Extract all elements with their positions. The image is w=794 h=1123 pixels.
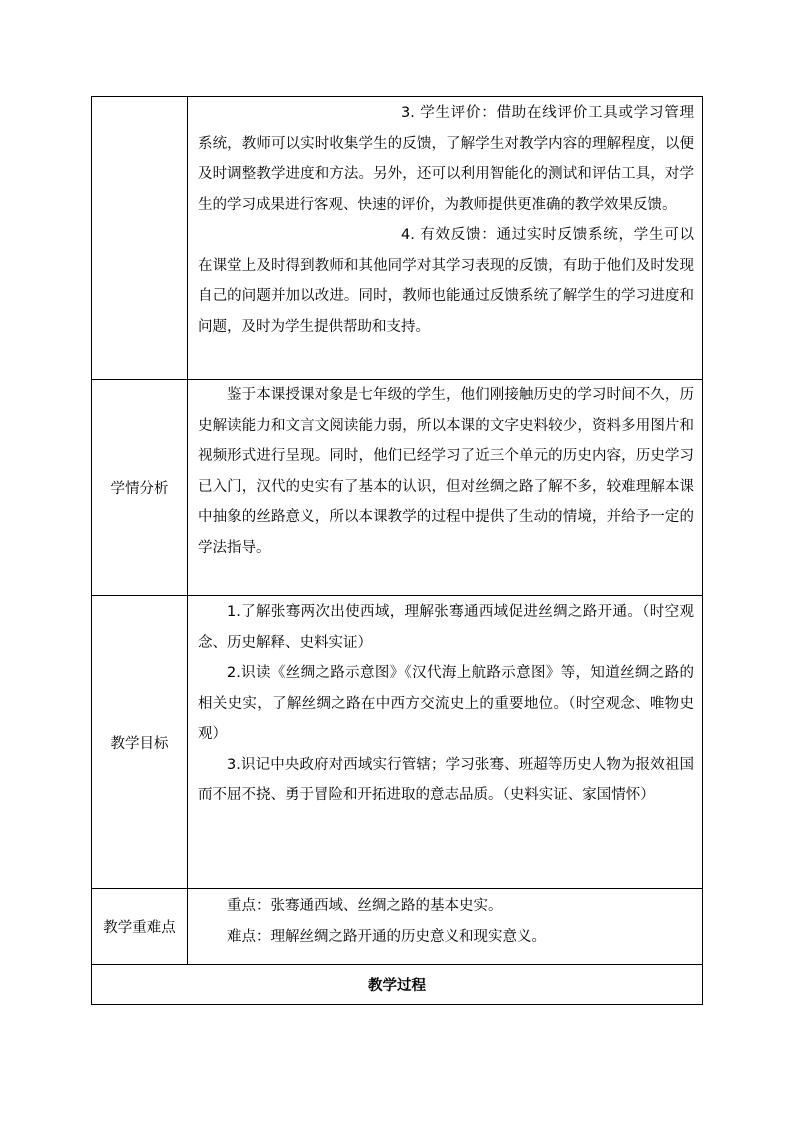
- objective-item: 2.识读《丝绸之路示意图》《汉代海上航路示意图》等，知道丝绸之路的相关史实，了解丝绸之路在中西方交流史上的重要地位。（时空观念、唯物史观）: [198, 665, 694, 742]
- table-row-evaluation: [92, 97, 702, 380]
- paragraph-learner-analysis: 鉴于本课授课对象是七年级的学生，他们刚接触历史的学习时间不久，历史解读能力和文言文阅读能力弱，所以本课的文字史料较少，资料多用图片和视频形式进行呈现。同时，他们已经学习了近三个单元的历史内容，历史学习已入门，汉代的史实有了基本的认识，但对丝绸之路了解不多，较难理解本课中抽象的丝路意义，所以本课教学的过程中提供了生动的情境，并给予一定的学法指导。: [198, 387, 694, 556]
- row-label-learner-analysis: 学情分析: [110, 481, 169, 497]
- lesson-plan-table: [91, 96, 703, 1005]
- row-label-cell: [92, 889, 188, 964]
- row-content-cell: [188, 889, 702, 964]
- row-label-cell: [92, 596, 188, 888]
- row-label-key-points: 教学重难点: [103, 920, 176, 936]
- table-row-process: [92, 965, 702, 1004]
- process-title: 教学过程: [368, 978, 426, 994]
- key-point-item: 重点：张骞通西域、丝绸之路的基本史实。: [227, 898, 503, 914]
- key-point-item: 难点：理解丝绸之路开通的历史意义和现实意义。: [227, 929, 546, 945]
- row-content-cell: [188, 596, 702, 888]
- row-label-cell: [92, 97, 188, 379]
- paragraph-student-evaluation: 3. 学生评价：借助在线评价工具或学习管理系统，教师可以实时收集学生的反馈，了解学生对教学内容的理解程度，以便及时调整教学进度和方法。另外，还可以利用智能化的测试和评估工具，对学生的学习成果进行客观、快速的评价，为教师提供更准确的教学效果反馈。: [198, 105, 694, 213]
- objective-item: 1.了解张骞两次出使西域，理解张骞通西域促进丝绸之路开通。（时空观念、历史解释、史料实证）: [198, 604, 694, 651]
- paragraph-effective-feedback: 4. 有效反馈：通过实时反馈系统，学生可以在课堂上及时得到教师和其他同学对其学习表现的反馈，有助于他们及时发现自己的问题并加以改进。同时，教师也能通过反馈系统了解学生的学习进度和问题，及时为学生提供帮助和支持。: [198, 227, 694, 335]
- table-row-key-points: [92, 889, 702, 965]
- process-header-cell: [92, 965, 702, 1004]
- table-row-objectives: [92, 596, 702, 889]
- row-label-objectives: 教学目标: [110, 735, 169, 752]
- row-content-cell: [188, 97, 702, 379]
- table-row-learner-analysis: [92, 380, 702, 596]
- objective-item: 3.识记中央政府对西域实行管辖；学习张骞、班超等历史人物为报效祖国而不屈不挠、勇于冒险和开拓进取的意志品质。（史料实证、家国情怀）: [198, 756, 694, 803]
- row-content-cell: [188, 380, 702, 595]
- row-label-cell: [92, 380, 188, 595]
